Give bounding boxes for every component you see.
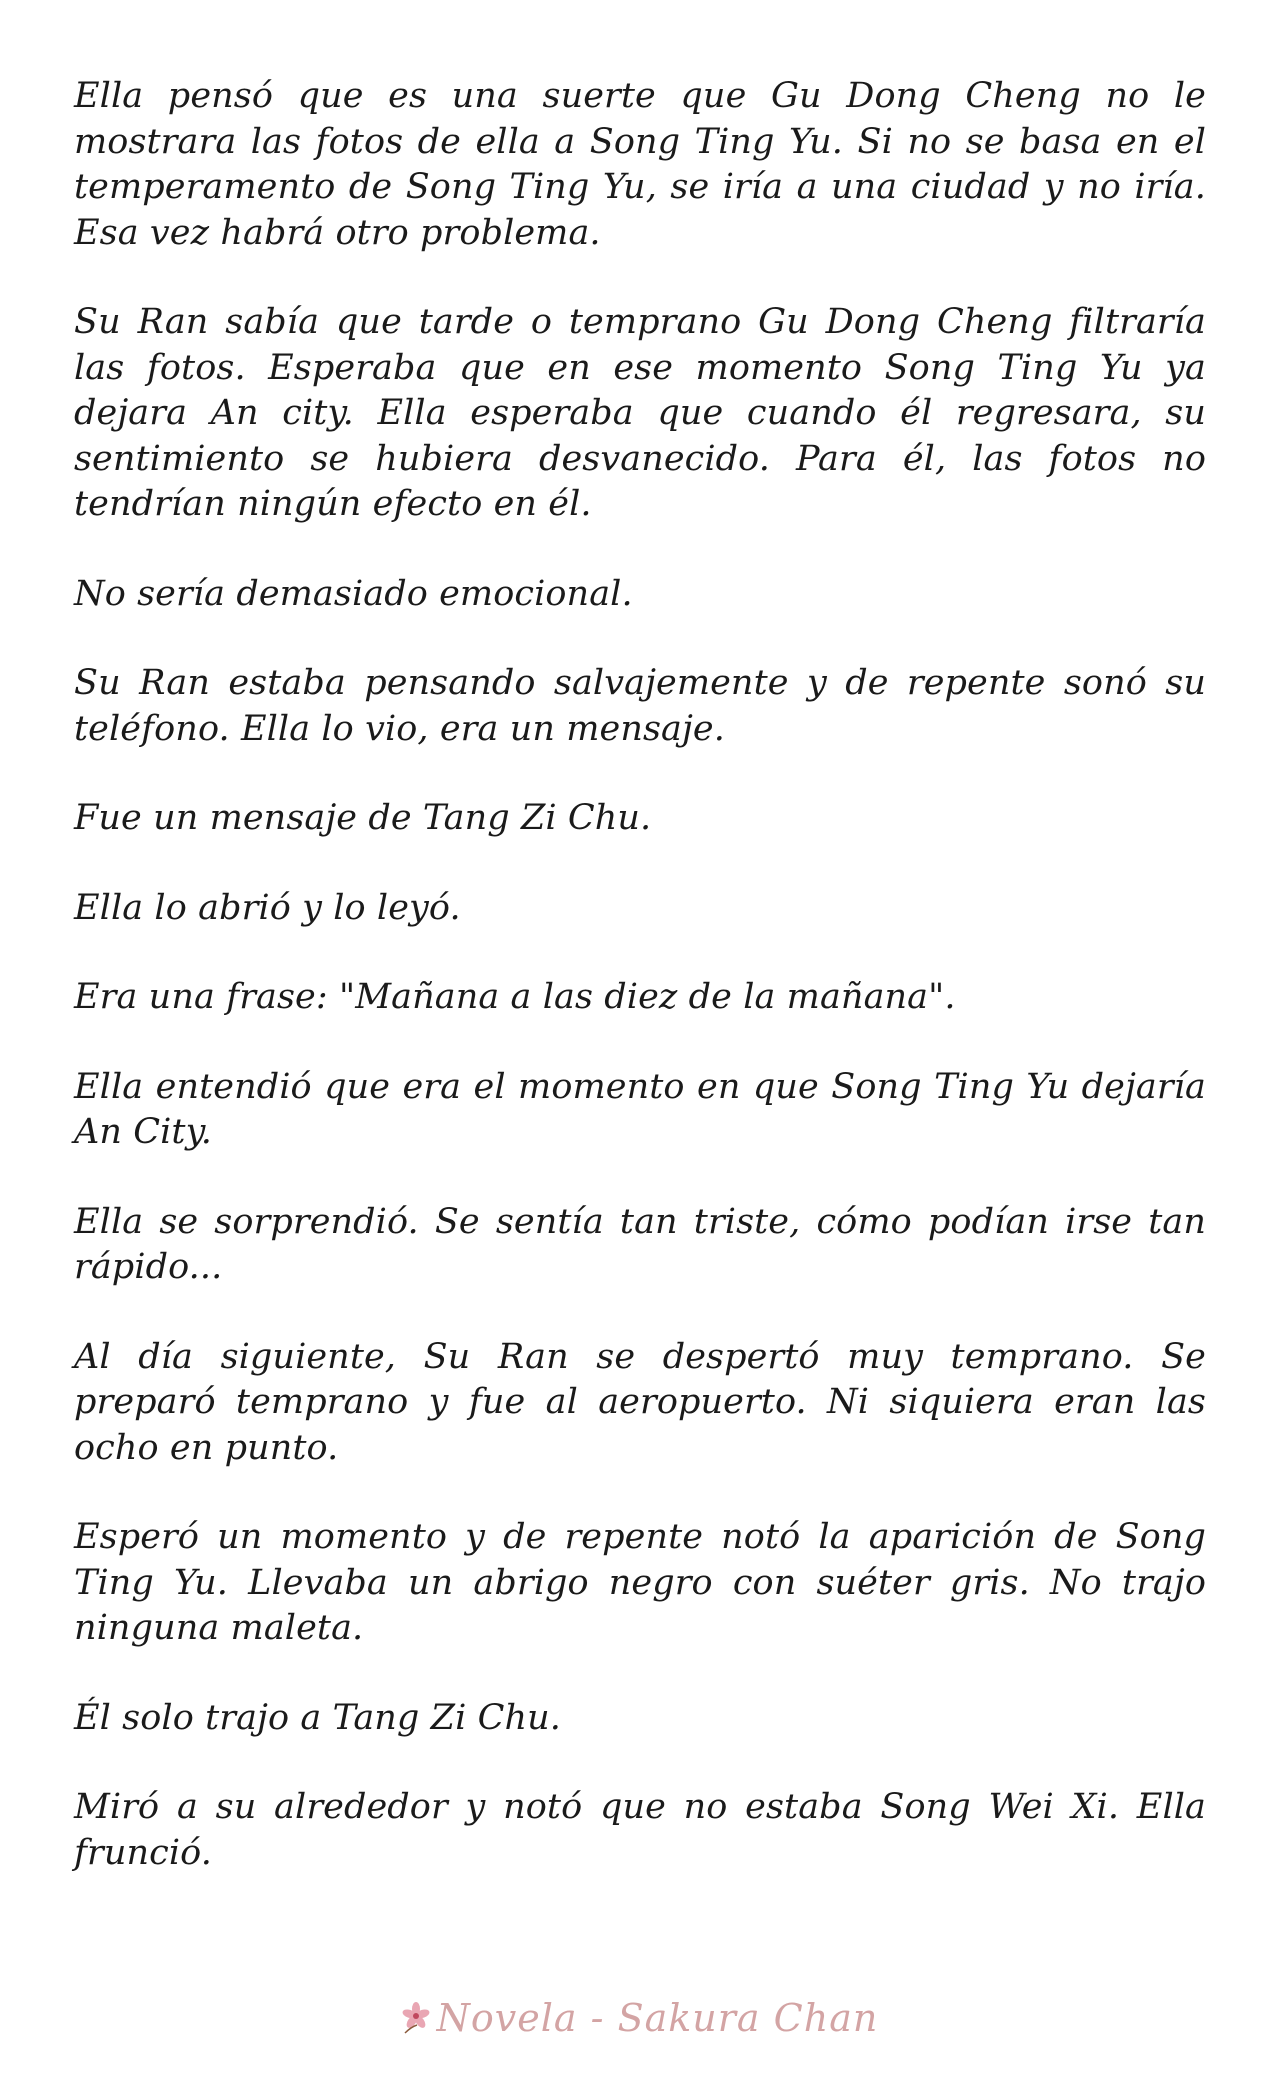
paragraph: Miró a su alrededor y notó que no estaba Song Wei Xi. Ella frunció. (74, 1787, 1206, 1873)
paragraph: Ella se sorprendió. Se sentía tan triste, cómo podían irse tan rápido... (74, 1201, 1206, 1287)
paragraph: Ella lo abrió y lo leyó. (74, 887, 461, 928)
paragraph: Fue un mensaje de Tang Zi Chu. (74, 798, 652, 838)
paragraph: Esperó un momento y de repente notó la aparición de Song Ting Yu. Llevaba un abrigo negro con suéter gris. No trajo ninguna maleta. (74, 1517, 1206, 1648)
paragraph: Su Ran estaba pensando salvajemente y de repente sonó su teléfono. Ella lo vio, era un mensaje. (74, 663, 1206, 749)
sakura-flower-icon (397, 1999, 435, 2037)
paragraph: Ella entendió que era el momento en que Song Ting Yu dejaría An City. (74, 1066, 1206, 1152)
paragraph: Él solo trajo a Tang Zi Chu. (74, 1697, 561, 1738)
paragraph: Su Ran sabía que tarde o temprano Gu Dong Cheng filtraría las fotos. Esperaba que en ese momento Song Ting Yu ya dejara An city. Ella esperaba que cuando él regresara, su sentimiento se hubiera desvanecido. Para él, las fotos no tendrían ningún efecto en él. (74, 302, 1206, 524)
paragraph: Era una frase: "Mañana a las diez de la mañana". (74, 977, 956, 1017)
document-page (74, 74, 1206, 1920)
paragraph: No sería demasiado emocional. (74, 573, 633, 614)
watermark-text: Novela - Sakura Chan (436, 1996, 879, 2040)
watermark (0, 1988, 1275, 2048)
paragraph: Ella pensó que es una suerte que Gu Dong Cheng no le mostrara las fotos de ella a Song Ting Yu. Si no se basa en el temperamento de Song Ting Yu, se iría a una ciudad y no iría. Esa vez habrá otro problema. (74, 76, 1206, 253)
paragraph: Al día siguiente, Su Ran se despertó muy temprano. Se preparó temprano y fue al aeropuerto. Ni siquiera eran las ocho en punto. (74, 1336, 1206, 1468)
